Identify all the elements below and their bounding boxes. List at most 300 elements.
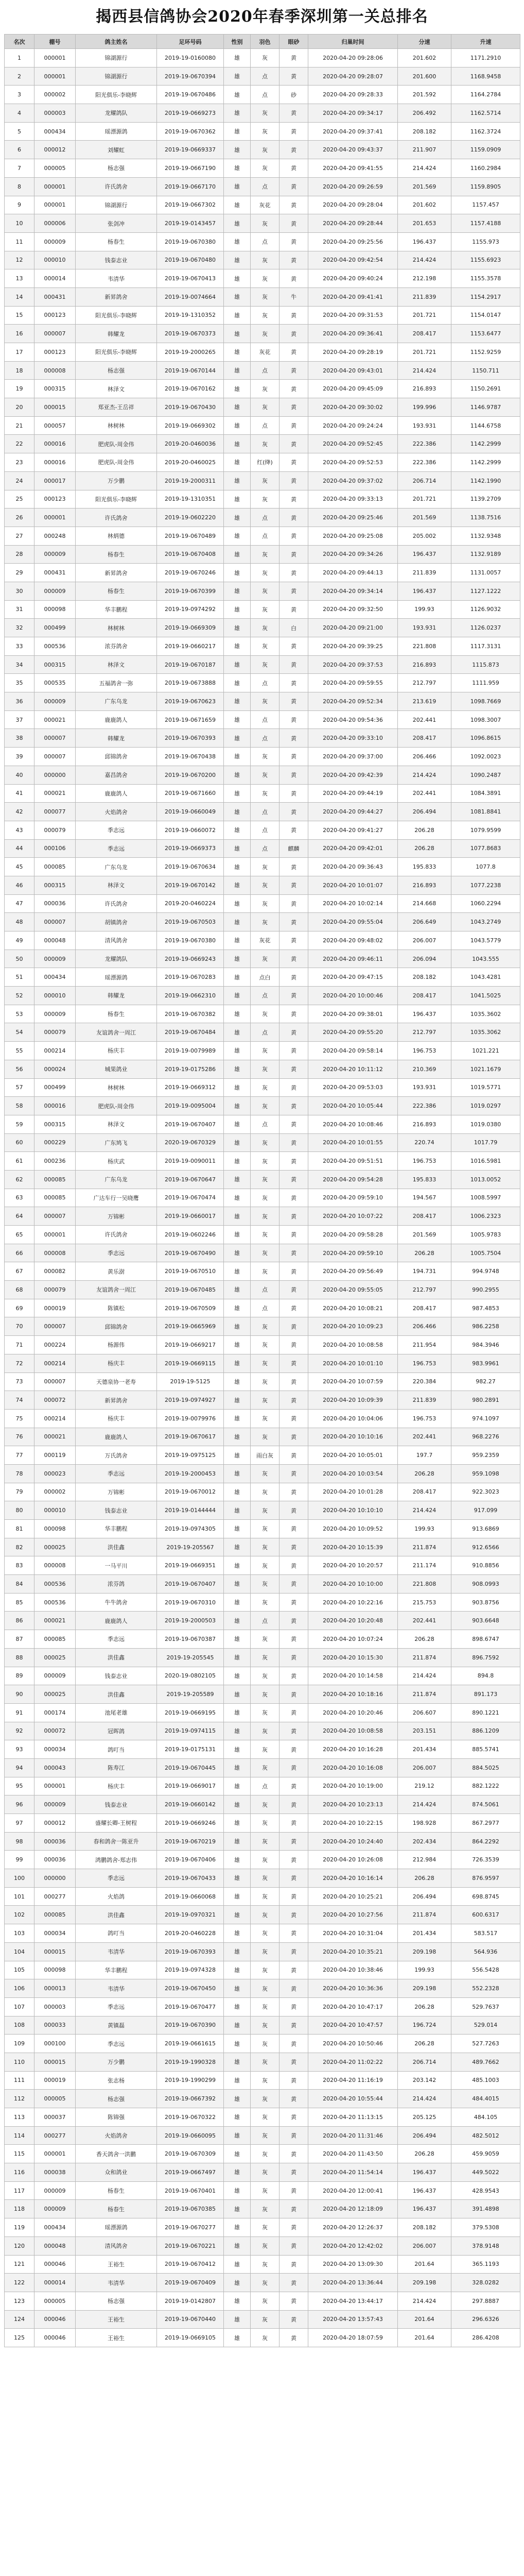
owner-cell: 张剑冲 xyxy=(76,214,157,233)
ring-cell: 2019-19-2000503 xyxy=(157,1612,224,1630)
distance-cell: 212.797 xyxy=(398,1281,451,1299)
distance-cell: 196.753 xyxy=(398,1409,451,1428)
ring-cell: 2019-19-0144444 xyxy=(157,1501,224,1520)
eye-cell: 黄 xyxy=(280,1042,308,1060)
sex-cell: 雄 xyxy=(224,2218,251,2237)
sex-cell: 雄 xyxy=(224,1869,251,1888)
distance-cell: 208.182 xyxy=(398,2218,451,2237)
color-cell: 灰 xyxy=(251,1685,280,1704)
sex-cell: 雄 xyxy=(224,1556,251,1575)
color-cell: 灰 xyxy=(251,306,280,325)
rank-cell: 21 xyxy=(5,416,34,435)
owner-cell: 林树林 xyxy=(76,619,157,637)
eye-cell: 黄 xyxy=(280,803,308,821)
distance-cell: 211.874 xyxy=(398,1648,451,1667)
loft-cell: 000046 xyxy=(34,2310,76,2329)
sex-cell: 雄 xyxy=(224,1612,251,1630)
table-row xyxy=(5,784,520,803)
table-row xyxy=(5,1078,520,1097)
table-row xyxy=(5,122,520,141)
speed-cell: 1159.8905 xyxy=(451,177,520,196)
loft-cell: 000009 xyxy=(34,545,76,564)
eye-cell: 黄 xyxy=(280,710,308,729)
ring-cell: 2019-19-0670012 xyxy=(157,1483,224,1501)
color-cell: 灰 xyxy=(251,2274,280,2292)
arrival-cell: 2020-04-20 09:55:05 xyxy=(308,1281,398,1299)
table-row xyxy=(5,2310,520,2329)
ring-cell: 2019-19-0667392 xyxy=(157,2090,224,2108)
arrival-cell: 2020-04-20 09:31:53 xyxy=(308,306,398,325)
distance-cell: 201.569 xyxy=(398,1226,451,1244)
rank-cell: 102 xyxy=(5,1906,34,1924)
arrival-cell: 2020-04-20 10:03:54 xyxy=(308,1464,398,1483)
speed-cell: 1021.1679 xyxy=(451,1060,520,1078)
sex-cell: 雄 xyxy=(224,564,251,582)
owner-cell: 钱泰志业 xyxy=(76,1795,157,1814)
ring-cell: 2019-19-0670373 xyxy=(157,325,224,343)
sex-cell: 雄 xyxy=(224,1648,251,1667)
speed-cell: 1006.2323 xyxy=(451,1207,520,1226)
rank-cell: 101 xyxy=(5,1887,34,1906)
ring-cell: 2019-19-0671660 xyxy=(157,784,224,803)
loft-cell: 000008 xyxy=(34,361,76,380)
table-row xyxy=(5,1740,520,1759)
rank-cell: 56 xyxy=(5,1060,34,1078)
eye-cell: 黄 xyxy=(280,2108,308,2127)
ring-cell: 2019-19-0670617 xyxy=(157,1428,224,1446)
arrival-cell: 2020-04-20 10:01:28 xyxy=(308,1483,398,1501)
arrival-cell: 2020-04-20 10:26:08 xyxy=(308,1851,398,1869)
sex-cell: 雄 xyxy=(224,269,251,288)
speed-cell: 529.7637 xyxy=(451,1997,520,2016)
arrival-cell: 2020-04-20 09:51:51 xyxy=(308,1152,398,1171)
rank-cell: 11 xyxy=(5,232,34,251)
eye-cell: 黄 xyxy=(280,1851,308,1869)
table-row xyxy=(5,2053,520,2071)
ring-cell: 2019-19-0667302 xyxy=(157,196,224,214)
eye-cell: 黄 xyxy=(280,67,308,86)
owner-cell: 肥虎队-周金伟 xyxy=(76,435,157,453)
sex-cell: 雄 xyxy=(224,1924,251,1943)
ring-cell: 2019-20-0460224 xyxy=(157,894,224,913)
loft-cell: 000015 xyxy=(34,1942,76,1961)
speed-cell: 1019.0297 xyxy=(451,1097,520,1115)
ring-cell: 2019-20-0460036 xyxy=(157,435,224,453)
loft-cell: 000174 xyxy=(34,1703,76,1722)
arrival-cell: 2020-04-20 10:16:14 xyxy=(308,1869,398,1888)
speed-cell: 529.014 xyxy=(451,2016,520,2035)
eye-cell: 黄 xyxy=(280,1703,308,1722)
loft-cell: 000535 xyxy=(34,674,76,692)
speed-cell: 484.105 xyxy=(451,2108,520,2127)
rank-cell: 39 xyxy=(5,748,34,766)
arrival-cell: 2020-04-20 12:42:02 xyxy=(308,2236,398,2255)
table-row xyxy=(5,766,520,784)
table-header-row xyxy=(5,35,520,49)
loft-cell: 000085 xyxy=(34,1906,76,1924)
arrival-cell: 2020-04-20 10:11:12 xyxy=(308,1060,398,1078)
speed-cell: 1098.7669 xyxy=(451,692,520,711)
ring-cell: 2019-19-0670401 xyxy=(157,2181,224,2200)
col-arrival-header: 归巢时间 xyxy=(308,35,398,49)
ring-cell: 2019-19-0669337 xyxy=(157,141,224,159)
owner-cell: 许氏鸽舍 xyxy=(76,177,157,196)
rank-cell: 13 xyxy=(5,269,34,288)
distance-cell: 201.64 xyxy=(398,2255,451,2274)
distance-cell: 211.174 xyxy=(398,1556,451,1575)
color-cell: 灰 xyxy=(251,766,280,784)
color-cell: 灰 xyxy=(251,2163,280,2182)
sex-cell: 雄 xyxy=(224,196,251,214)
speed-cell: 1155.6923 xyxy=(451,251,520,269)
loft-cell: 000434 xyxy=(34,968,76,987)
rank-cell: 77 xyxy=(5,1446,34,1465)
ring-cell: 2019-19-0667497 xyxy=(157,2163,224,2182)
arrival-cell: 2020-04-20 09:33:10 xyxy=(308,729,398,748)
distance-cell: 206.28 xyxy=(398,1997,451,2016)
arrival-cell: 2020-04-20 12:18:09 xyxy=(308,2200,398,2218)
rank-cell: 84 xyxy=(5,1575,34,1594)
rank-cell: 88 xyxy=(5,1648,34,1667)
color-cell: 灰花 xyxy=(251,343,280,362)
loft-cell: 000079 xyxy=(34,1023,76,1042)
speed-cell: 482.5012 xyxy=(451,2126,520,2145)
speed-cell: 1043.4281 xyxy=(451,968,520,987)
eye-cell: 黄 xyxy=(280,1612,308,1630)
rank-cell: 45 xyxy=(5,858,34,876)
sex-cell: 雄 xyxy=(224,1097,251,1115)
arrival-cell: 2020-04-20 10:47:17 xyxy=(308,1997,398,2016)
color-cell: 灰花 xyxy=(251,196,280,214)
rank-cell: 53 xyxy=(5,1005,34,1023)
eye-cell: 黄 xyxy=(280,1924,308,1943)
table-row xyxy=(5,453,520,472)
ring-cell: 2019-19-0095004 xyxy=(157,1097,224,1115)
arrival-cell: 2020-04-20 10:10:00 xyxy=(308,1575,398,1594)
owner-cell: 龙耀鸽队 xyxy=(76,104,157,123)
color-cell: 红(绛) xyxy=(251,453,280,472)
sex-cell: 雄 xyxy=(224,1630,251,1649)
table-row xyxy=(5,637,520,656)
speed-cell: 459.9059 xyxy=(451,2145,520,2163)
arrival-cell: 2020-04-20 10:08:58 xyxy=(308,1336,398,1354)
owner-cell: 浓芬鸽舍 xyxy=(76,637,157,656)
color-cell: 灰 xyxy=(251,545,280,564)
loft-cell: 000248 xyxy=(34,527,76,545)
sex-cell: 雄 xyxy=(224,619,251,637)
color-cell: 灰 xyxy=(251,913,280,931)
sex-cell: 雄 xyxy=(224,1851,251,1869)
rank-cell: 2 xyxy=(5,67,34,86)
loft-cell: 000077 xyxy=(34,803,76,821)
loft-cell: 000315 xyxy=(34,655,76,674)
speed-cell: 908.0993 xyxy=(451,1575,520,1594)
distance-cell: 216.893 xyxy=(398,655,451,674)
table-row xyxy=(5,1299,520,1317)
loft-cell: 000001 xyxy=(34,177,76,196)
loft-cell: 000100 xyxy=(34,2035,76,2053)
sex-cell: 雄 xyxy=(224,2108,251,2127)
rank-cell: 51 xyxy=(5,968,34,987)
owner-cell: 韩耀龙 xyxy=(76,325,157,343)
rank-cell: 75 xyxy=(5,1409,34,1428)
rank-cell: 99 xyxy=(5,1851,34,1869)
color-cell: 灰 xyxy=(251,950,280,968)
sex-cell: 雄 xyxy=(224,839,251,858)
loft-cell: 000025 xyxy=(34,1538,76,1556)
sex-cell: 雄 xyxy=(224,950,251,968)
arrival-cell: 2020-04-20 09:48:02 xyxy=(308,931,398,950)
distance-cell: 198.928 xyxy=(398,1814,451,1833)
distance-cell: 208.417 xyxy=(398,987,451,1005)
speed-cell: 959.1098 xyxy=(451,1464,520,1483)
color-cell: 灰 xyxy=(251,104,280,123)
eye-cell: 黄 xyxy=(280,196,308,214)
distance-cell: 193.931 xyxy=(398,619,451,637)
table-row xyxy=(5,1832,520,1851)
color-cell: 灰 xyxy=(251,490,280,509)
table-row xyxy=(5,1336,520,1354)
speed-cell: 600.6317 xyxy=(451,1906,520,1924)
loft-cell: 000434 xyxy=(34,2218,76,2237)
rank-cell: 9 xyxy=(5,196,34,214)
rank-cell: 122 xyxy=(5,2274,34,2292)
color-cell: 灰 xyxy=(251,2255,280,2274)
ring-cell: 2019-19-0975125 xyxy=(157,1446,224,1465)
col-owner-header: 鸽主姓名 xyxy=(76,35,157,49)
eye-cell: 黄 xyxy=(280,766,308,784)
arrival-cell: 2020-04-20 13:36:44 xyxy=(308,2274,398,2292)
eye-cell: 黄 xyxy=(280,1317,308,1336)
arrival-cell: 2020-04-20 10:22:16 xyxy=(308,1593,398,1612)
table-row xyxy=(5,1722,520,1740)
distance-cell: 209.198 xyxy=(398,1942,451,1961)
speed-cell: 876.9597 xyxy=(451,1869,520,1888)
arrival-cell: 2020-04-20 10:20:48 xyxy=(308,1612,398,1630)
table-row xyxy=(5,1575,520,1594)
eye-cell: 黄 xyxy=(280,1869,308,1888)
eye-cell: 黄 xyxy=(280,1097,308,1115)
arrival-cell: 2020-04-20 09:26:59 xyxy=(308,177,398,196)
color-cell: 灰 xyxy=(251,894,280,913)
rank-cell: 40 xyxy=(5,766,34,784)
eye-cell: 黄 xyxy=(280,1722,308,1740)
color-cell: 点 xyxy=(251,729,280,748)
speed-cell: 1079.9599 xyxy=(451,821,520,839)
speed-cell: 1111.959 xyxy=(451,674,520,692)
distance-cell: 221.808 xyxy=(398,637,451,656)
table-row xyxy=(5,729,520,748)
loft-cell: 000085 xyxy=(34,858,76,876)
rank-cell: 24 xyxy=(5,471,34,490)
loft-cell: 000536 xyxy=(34,1593,76,1612)
sex-cell: 雄 xyxy=(224,545,251,564)
distance-cell: 193.931 xyxy=(398,416,451,435)
distance-cell: 202.434 xyxy=(398,1832,451,1851)
ring-cell: 2019-19-0670399 xyxy=(157,582,224,600)
ring-cell: 2019-19-0670162 xyxy=(157,380,224,398)
sex-cell: 雄 xyxy=(224,766,251,784)
ring-cell: 2019-19-0074664 xyxy=(157,287,224,306)
sex-cell: 雄 xyxy=(224,748,251,766)
owner-cell: 广东乌龙 xyxy=(76,692,157,711)
table-row xyxy=(5,380,520,398)
owner-cell: 肥虎队-周金伟 xyxy=(76,453,157,472)
loft-cell: 000019 xyxy=(34,1299,76,1317)
table-row xyxy=(5,2071,520,2090)
distance-cell: 216.893 xyxy=(398,1115,451,1133)
distance-cell: 212.797 xyxy=(398,674,451,692)
eye-cell: 黄 xyxy=(280,913,308,931)
eye-cell: 黄 xyxy=(280,343,308,362)
table-row xyxy=(5,2163,520,2182)
owner-cell: 杨庆武 xyxy=(76,1152,157,1171)
loft-cell: 000002 xyxy=(34,86,76,104)
arrival-cell: 2020-04-20 09:45:09 xyxy=(308,380,398,398)
loft-cell: 000021 xyxy=(34,710,76,729)
color-cell: 灰 xyxy=(251,1703,280,1722)
eye-cell: 黄 xyxy=(280,1740,308,1759)
sex-cell: 雄 xyxy=(224,453,251,472)
ring-cell: 2019-19-0670407 xyxy=(157,1575,224,1594)
sex-cell: 雄 xyxy=(224,1042,251,1060)
table-row xyxy=(5,950,520,968)
loft-cell: 000015 xyxy=(34,398,76,417)
ring-cell: 2019-19-0670142 xyxy=(157,876,224,894)
sex-cell: 雄 xyxy=(224,306,251,325)
table-row xyxy=(5,619,520,637)
distance-cell: 193.931 xyxy=(398,1078,451,1097)
sex-cell: 雄 xyxy=(224,1703,251,1722)
owner-cell: 众和鸽业 xyxy=(76,2163,157,2182)
distance-cell: 201.64 xyxy=(398,2329,451,2347)
speed-cell: 1005.9783 xyxy=(451,1226,520,1244)
table-row xyxy=(5,1703,520,1722)
table-row xyxy=(5,1133,520,1152)
owner-cell: 杨志强 xyxy=(76,2292,157,2310)
table-row xyxy=(5,471,520,490)
rank-cell: 120 xyxy=(5,2236,34,2255)
owner-cell: 冠晖鸽 xyxy=(76,1722,157,1740)
rank-cell: 112 xyxy=(5,2090,34,2108)
arrival-cell: 2020-04-20 11:13:15 xyxy=(308,2108,398,2127)
arrival-cell: 2020-04-20 09:41:41 xyxy=(308,287,398,306)
sex-cell: 雄 xyxy=(224,435,251,453)
sex-cell: 雄 xyxy=(224,2200,251,2218)
color-cell: 灰 xyxy=(251,2071,280,2090)
owner-cell: 广达车行一吴晓鹰 xyxy=(76,1189,157,1207)
loft-cell: 000007 xyxy=(34,1317,76,1336)
speed-cell: 485.1003 xyxy=(451,2071,520,2090)
arrival-cell: 2020-04-20 10:00:46 xyxy=(308,987,398,1005)
ring-cell: 2019-19-0670503 xyxy=(157,913,224,931)
color-cell: 灰 xyxy=(251,159,280,178)
loft-cell: 000002 xyxy=(34,1483,76,1501)
rank-cell: 18 xyxy=(5,361,34,380)
table-row xyxy=(5,2274,520,2292)
sex-cell: 雄 xyxy=(224,214,251,233)
rank-cell: 109 xyxy=(5,2035,34,2053)
loft-cell: 000214 xyxy=(34,1409,76,1428)
loft-cell: 000009 xyxy=(34,232,76,251)
arrival-cell: 2020-04-20 09:41:27 xyxy=(308,821,398,839)
color-cell: 灰 xyxy=(251,655,280,674)
eye-cell: 黄 xyxy=(280,692,308,711)
eye-cell: 黄 xyxy=(280,1023,308,1042)
loft-cell: 000085 xyxy=(34,1630,76,1649)
loft-cell: 000010 xyxy=(34,251,76,269)
loft-cell: 000021 xyxy=(34,1428,76,1446)
color-cell: 灰 xyxy=(251,1924,280,1943)
speed-cell: 1132.9348 xyxy=(451,527,520,545)
color-cell: 点白 xyxy=(251,968,280,987)
arrival-cell: 2020-04-20 09:39:25 xyxy=(308,637,398,656)
eye-cell: 黄 xyxy=(280,1630,308,1649)
loft-cell: 000034 xyxy=(34,1924,76,1943)
arrival-cell: 2020-04-20 10:07:59 xyxy=(308,1372,398,1391)
owner-cell: 杨春生 xyxy=(76,2181,157,2200)
arrival-cell: 2020-04-20 10:10:16 xyxy=(308,1428,398,1446)
sex-cell: 雄 xyxy=(224,2035,251,2053)
rank-cell: 41 xyxy=(5,784,34,803)
owner-cell: 林树林 xyxy=(76,1078,157,1097)
color-cell: 灰 xyxy=(251,1262,280,1281)
arrival-cell: 2020-04-20 11:16:19 xyxy=(308,2071,398,2090)
loft-cell: 000079 xyxy=(34,821,76,839)
arrival-cell: 2020-04-20 09:58:14 xyxy=(308,1042,398,1060)
speed-cell: 1159.0909 xyxy=(451,141,520,159)
table-row xyxy=(5,435,520,453)
ring-cell: 2019-19-0669195 xyxy=(157,1703,224,1722)
distance-cell: 209.198 xyxy=(398,1979,451,1998)
ring-cell: 2019-19-0669373 xyxy=(157,839,224,858)
color-cell: 灰花 xyxy=(251,931,280,950)
speed-cell: 990.2955 xyxy=(451,1281,520,1299)
ring-cell: 2019-20-0460025 xyxy=(157,453,224,472)
color-cell: 灰 xyxy=(251,398,280,417)
sex-cell: 雄 xyxy=(224,251,251,269)
sex-cell: 雄 xyxy=(224,1685,251,1704)
table-row xyxy=(5,1942,520,1961)
rank-cell: 86 xyxy=(5,1612,34,1630)
owner-cell: 林泽文 xyxy=(76,380,157,398)
sex-cell: 雄 xyxy=(224,1979,251,1998)
eye-cell: 黄 xyxy=(280,1887,308,1906)
owner-cell: 陈镇松 xyxy=(76,1299,157,1317)
sex-cell: 雄 xyxy=(224,490,251,509)
speed-cell: 1168.9458 xyxy=(451,67,520,86)
arrival-cell: 2020-04-20 10:08:21 xyxy=(308,1299,398,1317)
ring-cell: 2019-19-0670509 xyxy=(157,1299,224,1317)
loft-cell: 000007 xyxy=(34,1207,76,1226)
distance-cell: 215.753 xyxy=(398,1593,451,1612)
distance-cell: 208.417 xyxy=(398,1207,451,1226)
sex-cell: 雄 xyxy=(224,159,251,178)
sex-cell: 雄 xyxy=(224,1299,251,1317)
rank-cell: 16 xyxy=(5,325,34,343)
rank-cell: 103 xyxy=(5,1924,34,1943)
speed-cell: 886.1209 xyxy=(451,1722,520,1740)
sex-cell: 雄 xyxy=(224,1722,251,1740)
speed-cell: 1132.9189 xyxy=(451,545,520,564)
loft-cell: 000085 xyxy=(34,1170,76,1189)
distance-cell: 211.839 xyxy=(398,1391,451,1410)
distance-cell: 208.417 xyxy=(398,1483,451,1501)
distance-cell: 219.12 xyxy=(398,1777,451,1795)
distance-cell: 206.494 xyxy=(398,803,451,821)
ring-cell: 2019-19-0670144 xyxy=(157,361,224,380)
eye-cell: 黄 xyxy=(280,251,308,269)
